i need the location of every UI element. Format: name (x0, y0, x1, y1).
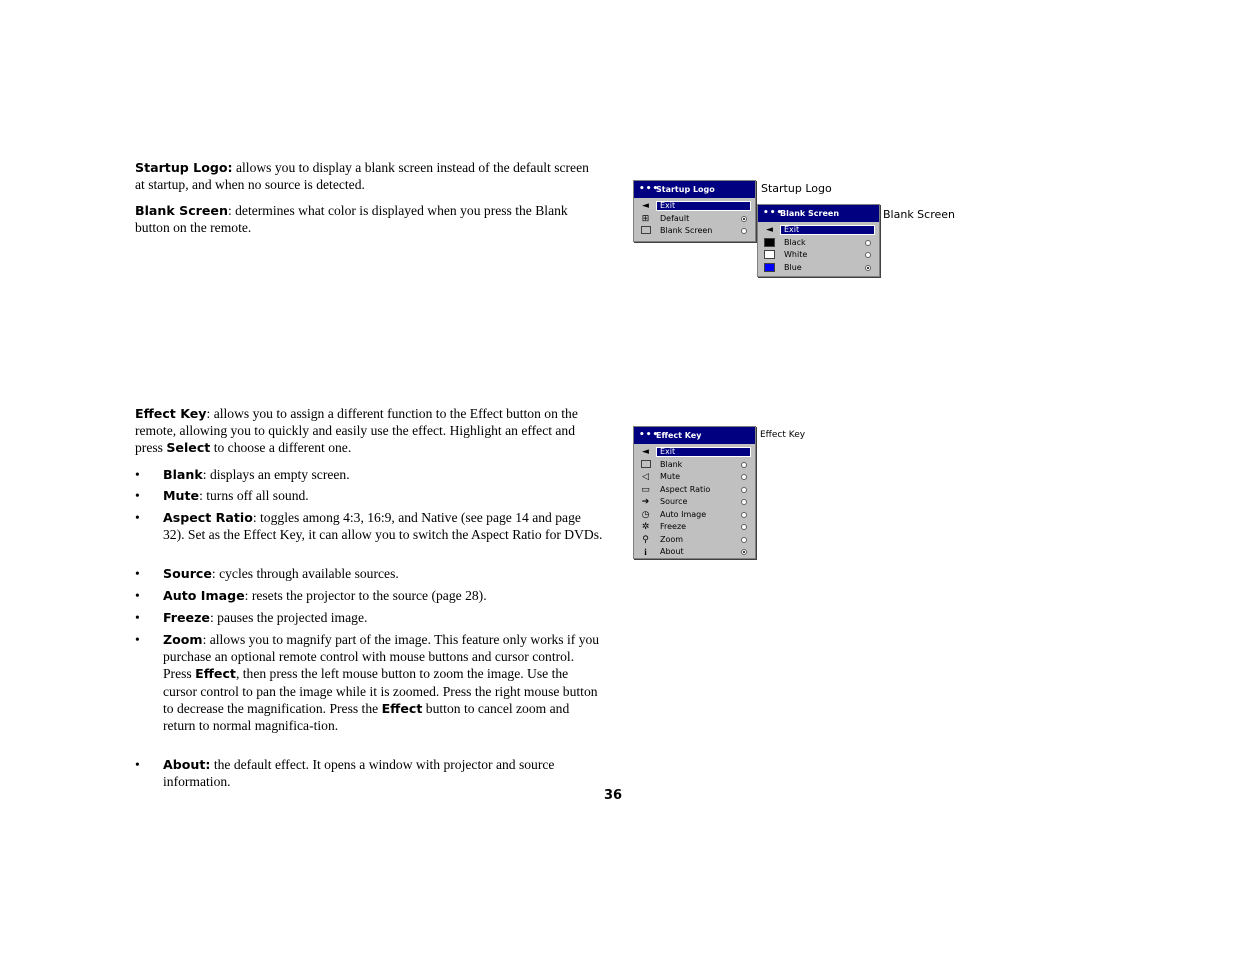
bullet-mute (135, 487, 605, 505)
effect-key-caption: Effect Key (760, 430, 806, 440)
blank-screen-caption: Blank Screen (883, 208, 955, 221)
bullet-term: Blank (163, 467, 203, 482)
radio-unselected[interactable] (741, 228, 747, 234)
menu-item-label: About (660, 547, 684, 556)
menu-item-label: Default (660, 213, 690, 223)
bullet-term: Aspect Ratio (163, 510, 253, 525)
bullet-mark: • (135, 588, 140, 603)
menu-item-freeze[interactable] (634, 521, 755, 534)
effect-key-text-1: : allows you to assign a different function to the Effect button on the remote, allowing you to quickly and easily use the effect. Highlight an effect and press (135, 406, 578, 456)
blank-screen-term: Blank Screen (135, 203, 228, 218)
bullet-zoom (135, 631, 605, 753)
radio-unselected[interactable] (865, 240, 871, 246)
menu-title-bar (758, 205, 879, 222)
bullet-blank (135, 466, 605, 484)
info-icon: i (644, 547, 647, 557)
bullet-text: : pauses the projected image. (209, 610, 368, 625)
menu-item-aspect-ratio[interactable] (634, 484, 755, 497)
color-swatch-blue (764, 263, 775, 273)
menu-item-label: White (784, 250, 808, 259)
radio-selected[interactable] (741, 216, 747, 222)
logo-icon: ⊞ (641, 213, 650, 224)
radio-unselected[interactable] (741, 512, 747, 518)
blank-screen-menu (757, 204, 880, 277)
bullet-about (135, 756, 605, 792)
bullet-mark: • (135, 610, 140, 625)
speaker-icon: ◁ (642, 472, 649, 482)
menu-title: Effect Key (656, 431, 702, 440)
page-number: 36 (604, 788, 623, 803)
menu-item-default[interactable] (634, 213, 755, 226)
bullet-text: : toggles among 4:3, 16:9, and Native (see page 14 and page 32). Set as the Effect Key, it can allow you to switch the Aspect Ratio for DVDs. (163, 510, 603, 543)
menu-dots-icon: ••• (763, 208, 784, 218)
back-arrow-icon: ◄ (766, 225, 773, 235)
color-swatch-white (764, 250, 775, 260)
menu-item-blank[interactable] (634, 459, 755, 472)
freeze-icon: ✲ (641, 522, 650, 532)
bullet-text: button to cancel zoom and return to normal magnifica-tion. (163, 700, 570, 734)
startup-logo-menu (633, 180, 756, 242)
menu-item-label: Freeze (660, 522, 687, 531)
menu-title: Startup Logo (656, 185, 715, 194)
menu-item-blue[interactable] (758, 262, 879, 275)
effect-term: Effect (381, 700, 423, 716)
blank-screen-paragraph (135, 202, 595, 236)
menu-item-label: Aspect Ratio (660, 484, 711, 494)
bullet-term: Source (163, 566, 212, 581)
menu-item-label: Black (784, 237, 806, 247)
bullet-term: Mute (163, 488, 200, 503)
radio-unselected[interactable] (741, 537, 747, 543)
back-arrow-icon: ◄ (642, 447, 649, 457)
bullet-term: Auto Image (163, 588, 245, 603)
menu-item-black[interactable] (758, 237, 879, 250)
menu-dots-icon: ••• (639, 184, 660, 194)
menu-item-mute[interactable] (634, 471, 755, 484)
blank-icon (640, 460, 651, 470)
auto-image-icon: ◷ (641, 509, 650, 520)
menu-exit-item[interactable] (634, 200, 755, 213)
bullet-text: : allows you to magnify part of the image. This feature only works if you purchase an optional remote control with mouse buttons and cursor control. Press (163, 632, 600, 682)
menu-exit-item[interactable] (758, 224, 879, 237)
source-icon: ➔ (641, 497, 650, 507)
bullet-mark: • (135, 566, 140, 581)
exit-label: Exit (660, 201, 676, 210)
bullet-term: Freeze (163, 610, 210, 625)
select-term: Select (166, 440, 211, 456)
exit-label: Exit (784, 225, 800, 234)
back-arrow-icon: ◄ (642, 201, 649, 211)
radio-unselected[interactable] (741, 474, 747, 480)
menu-item-white[interactable] (758, 249, 879, 262)
bullet-text: : cycles through available sources. (211, 566, 399, 581)
startup-logo-text: allows you to display a blank screen instead of the default screen at startup, and when no source is detected. (135, 160, 589, 193)
effect-key-menu (633, 426, 756, 559)
bullet-text: , then press the left mouse button to zoom the image. Use the cursor control to pan the image while it is zoomed. Press the right mouse button to decrease the magnification. Press the (163, 666, 598, 716)
bullet-text: the default effect. It opens a window with projector and source information. (163, 757, 555, 790)
startup-logo-paragraph (135, 159, 595, 193)
menu-item-blank-screen[interactable] (634, 225, 755, 238)
menu-dots-icon: ••• (639, 430, 660, 440)
bullet-mark: • (135, 510, 140, 525)
radio-unselected[interactable] (741, 499, 747, 505)
menu-item-label: Mute (660, 472, 681, 481)
menu-item-label: Blue (784, 262, 802, 272)
bullet-mark: • (135, 467, 140, 482)
menu-title-bar (634, 181, 755, 198)
bullet-mark: • (135, 488, 140, 503)
bullet-text: : resets the projector to the source (page 28). (244, 588, 487, 603)
radio-unselected[interactable] (865, 252, 871, 258)
menu-item-about[interactable] (634, 546, 755, 559)
menu-item-label: Blank Screen (660, 226, 713, 235)
menu-item-label: Source (660, 497, 688, 506)
aspect-ratio-icon: ▭ (641, 484, 650, 495)
menu-item-label: Auto Image (660, 509, 707, 519)
radio-unselected[interactable] (741, 487, 747, 493)
effect-key-term: Effect Key (135, 406, 207, 421)
startup-logo-caption: Startup Logo (761, 182, 832, 195)
bullet-term: Zoom (163, 632, 203, 647)
menu-item-label: Blank (660, 459, 683, 469)
bullet-mark: • (135, 632, 140, 647)
blank-screen-text: : determines what color is displayed when you press the Blank button on the remote. (135, 203, 568, 236)
bullet-text: : turns off all sound. (199, 488, 309, 503)
bullet-source (135, 565, 605, 583)
menu-title: Blank Screen (780, 209, 840, 218)
color-swatch-black (764, 238, 775, 248)
bullet-term: About: (163, 757, 211, 772)
menu-item-zoom[interactable] (634, 534, 755, 547)
effect-key-text-2: to choose a different one. (210, 440, 352, 456)
menu-item-source[interactable] (634, 496, 755, 509)
radio-selected[interactable] (741, 549, 747, 555)
menu-item-label: Zoom (660, 534, 684, 544)
radio-unselected[interactable] (741, 524, 747, 530)
radio-unselected[interactable] (741, 462, 747, 468)
bullet-mark: • (135, 757, 140, 772)
menu-exit-item[interactable] (634, 446, 755, 459)
effect-key-paragraph (135, 405, 603, 457)
bullet-aspect-ratio (135, 509, 605, 563)
exit-label: Exit (660, 447, 676, 456)
blank-screen-icon (640, 226, 651, 236)
bullet-auto-image (135, 587, 605, 605)
zoom-icon: ⚲ (642, 534, 649, 545)
bullet-freeze (135, 609, 605, 627)
bullet-text: : displays an empty screen. (202, 467, 350, 482)
menu-title-bar (634, 427, 755, 444)
radio-selected[interactable] (865, 265, 871, 271)
menu-item-auto-image[interactable] (634, 509, 755, 522)
effect-term: Effect (195, 666, 236, 682)
startup-logo-term: Startup Logo: (135, 160, 233, 175)
